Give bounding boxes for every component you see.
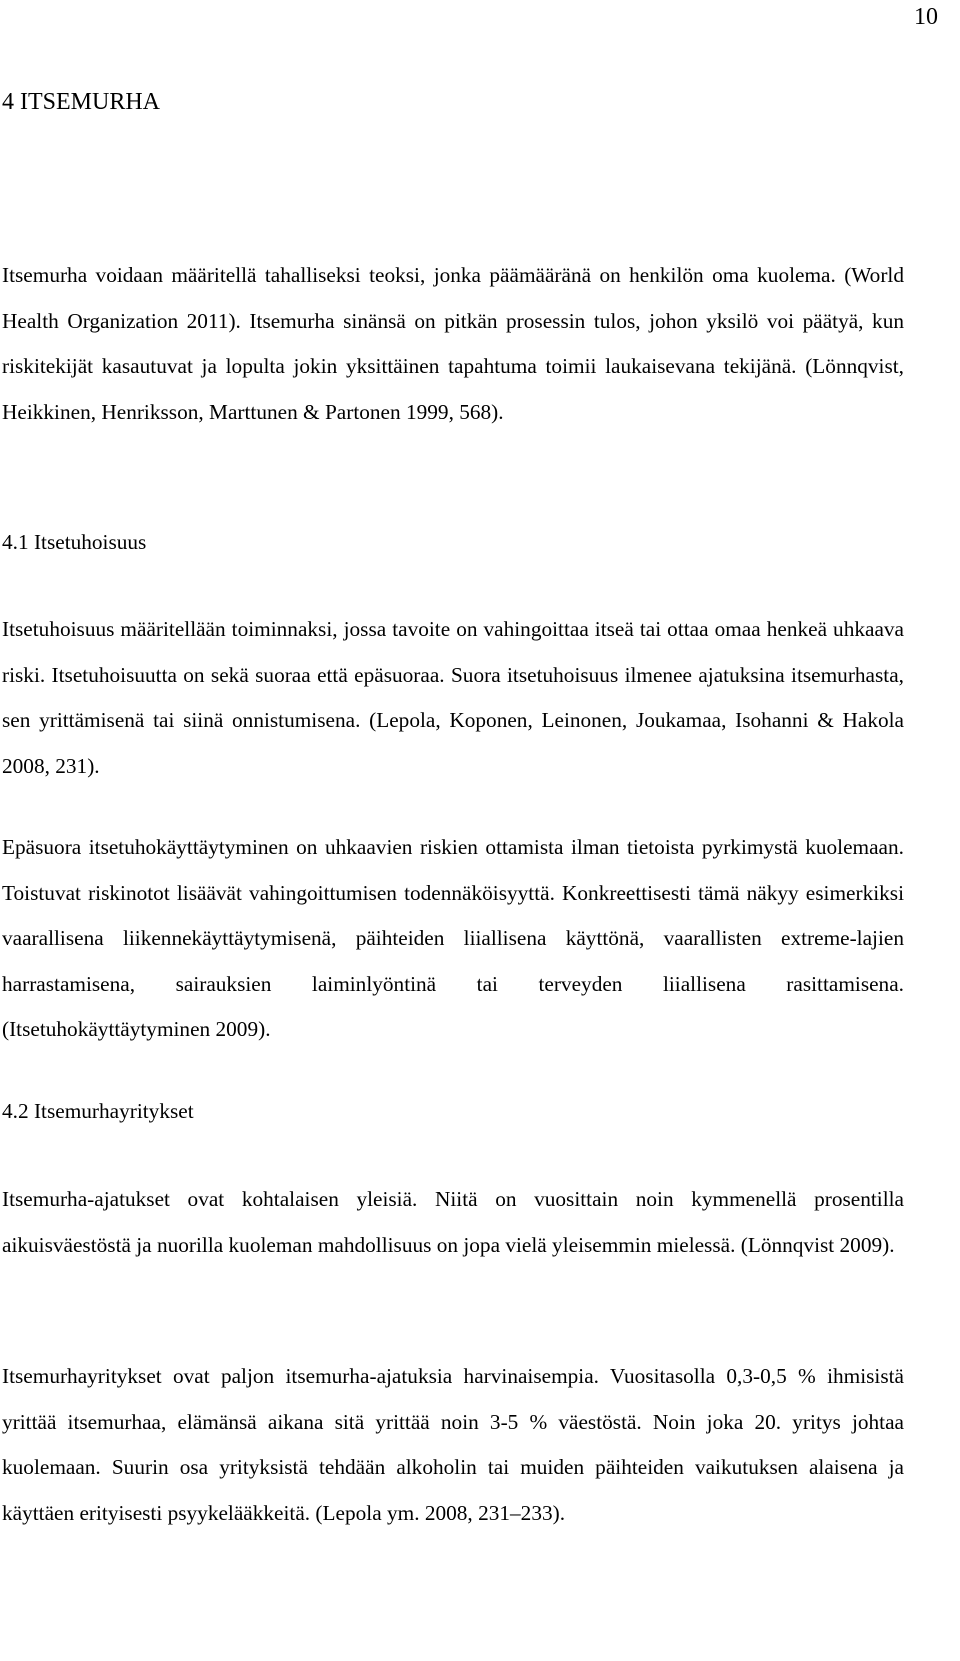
- paragraph-yritykset: Itsemurhayritykset ovat paljon itsemurha-ajatuksia harvinaisempia. Vuositasolla 0,3-0,5 % ihmisistä yrittää itsemurhaa, elämänsä aikana sitä yrittää noin 3-5 % väestöstä. Noin joka 20. yritys johtaa kuolemaan. Suurin osa yrityksistä tehdään alkoholin tai muiden päihteiden vaikutuksen alaisena ja käyttäen erityisesti psyykelääkkeitä. (Lepola ym. 2008, 231–233).: [2, 1364, 904, 1525]
- chapter-heading: 4 ITSEMURHA: [2, 89, 161, 115]
- paragraph-ajatukset: Itsemurha-ajatukset ovat kohtalaisen yleisiä. Niitä on vuosittain noin kymmenellä prosentilla aikuisväestöstä ja nuorilla kuoleman mahdollisuus on jopa vielä yleisemmin mielessä. (Lönnqvist 2009).: [2, 1187, 904, 1257]
- paragraph-definition: Itsemurha voidaan määritellä tahalliseksi teoksi, jonka päämääränä on henkilön oma kuolema. (World Health Organization 2011). Itsemurha sinänsä on pitkän prosessin tulos, johon yksilö voi päätyä, kun riskitekijät kasautuvat ja lopulta jokin yksittäinen tapahtuma toimii laukaisevana tekijänä. (Lönnqvist, Heikkinen, Henriksson, Marttunen & Partonen 1999, 568).: [2, 263, 904, 424]
- paragraph-itsetuhoisuus: Itsetuhoisuus määritellään toiminnaksi, jossa tavoite on vahingoittaa itseä tai ottaa omaa henkeä uhkaava riski. Itsetuhoisuutta on sekä suoraa että epäsuoraa. Suora itsetuhoisuus ilmenee ajatuksina itsemurhasta, sen yrittämisenä tai siinä onnistumisena. (Lepola, Koponen, Leinonen, Joukamaa, Isohanni & Hakola 2008, 231).: [2, 617, 904, 778]
- section-heading-itsemurhayritykset: 4.2 Itsemurhayritykset: [2, 1099, 194, 1123]
- page-number: 10: [914, 4, 938, 30]
- section-heading-itsetuhoisuus: 4.1 Itsetuhoisuus: [2, 530, 147, 554]
- paragraph-episuora: Epäsuora itsetuhokäyttäytyminen on uhkaavien riskien ottamista ilman tietoista pyrkimystä kuolemaan. Toistuvat riskinotot lisäävät vahingoittumisen todennäköisyyttä. Konkreettisesti tämä näkyy esimerkiksi vaarallisena liikennekäyttäytymisenä, päihteiden liiallisena käyttönä, vaarallisten extreme-lajien harrastamisena, sairauksien laiminlyöntinä tai terveyden liiallisena rasittamisena. (Itsetuhokäyttäytyminen 2009).: [2, 835, 904, 1042]
